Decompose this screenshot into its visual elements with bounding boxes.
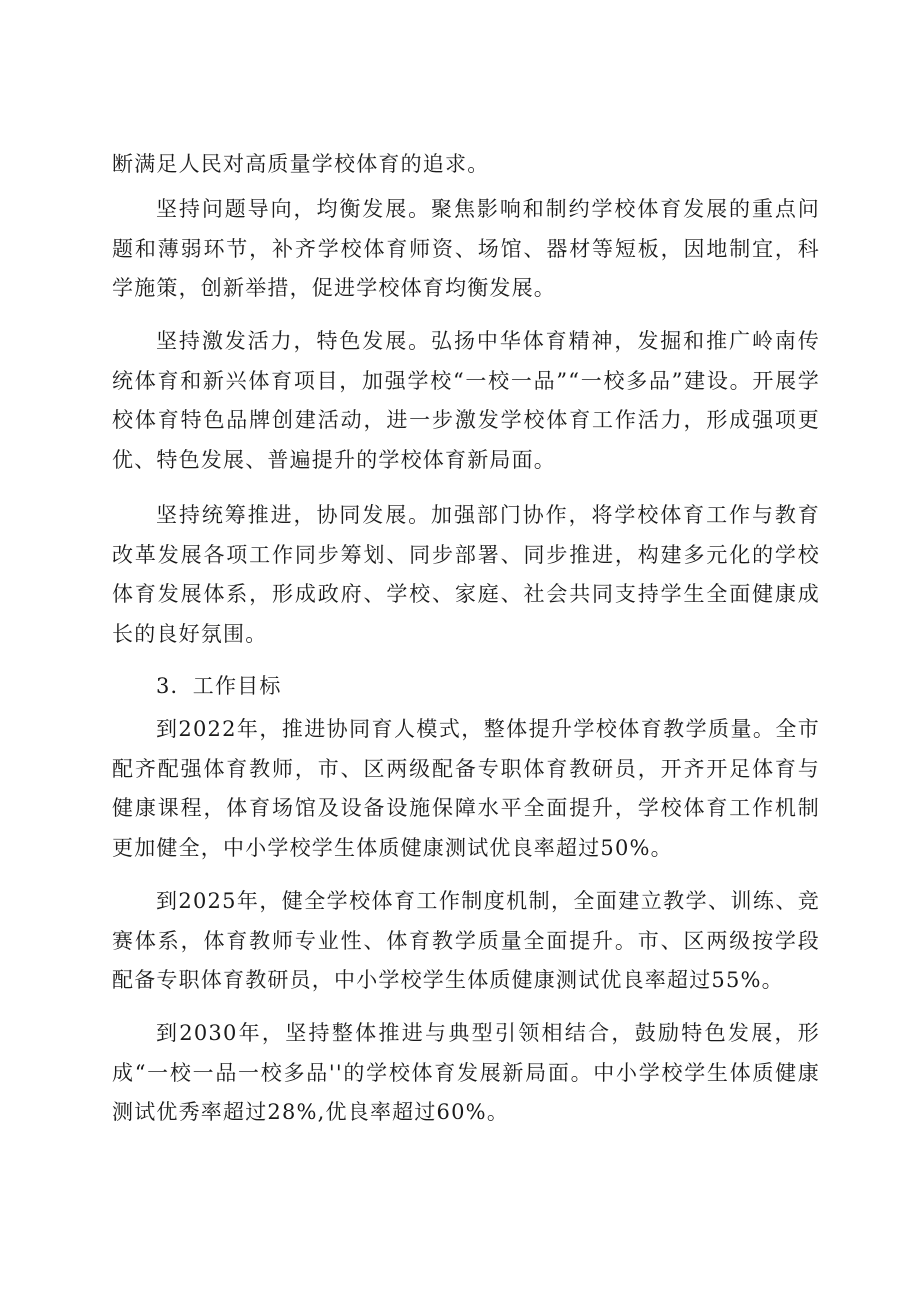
paragraph-coordinated-development: 坚持统筹推进，协同发展。加强部门协作，将学校体育工作与教育改革发展各项工作同步筹划、同步部署、同步推进，构建多元化的学校体育发展体系，形成政府、学校、家庭、社会共同支持学生全面健康成长的良好氛围。 — [112, 503, 820, 646]
paragraph-goal-2022: 到2022年，推进协同育人模式，整体提升学校体育教学质量。全市配齐配强体育教师，市、区两级配备专职体育教研员，开齐开足体育与健康课程，体育场馆及设备设施保障水平全面提升，学校体育工作机制更加健全，中小学校学生体质健康测试优良率超过50%。 — [112, 717, 820, 860]
section-heading-work-goals: 3．工作目标 — [156, 674, 282, 698]
paragraph-continuation: 断满足人民对高质量学校体育的追求。 — [112, 152, 490, 176]
paragraph-goal-2030: 到2030年，坚持整体推进与典型引领相结合，鼓励特色发展，形成“一校一品一校多品''的学校体育发展新局面。中小学校学生体质健康测试优秀率超过28%,优良率超过60%。 — [112, 1021, 820, 1124]
paragraph-characteristic-development: 坚持激发活力，特色发展。弘扬中华体育精神，发掘和推广岭南传统体育和新兴体育项目，加强学校“一校一品”“一校多品”建设。开展学校体育特色品牌创建活动，进一步激发学校体育工作活力，形成强项更优、特色发展、普遍提升的学校体育新局面。 — [112, 329, 820, 472]
paragraph-balanced-development: 坚持问题导向，均衡发展。聚焦影响和制约学校体育发展的重点问题和薄弱环节，补齐学校体育师资、场馆、器材等短板，因地制宜，科学施策，创新举措，促进学校体育均衡发展。 — [112, 197, 820, 300]
paragraph-goal-2025: 到2025年，健全学校体育工作制度机制，全面建立教学、训练、竞赛体系，体育教师专业性、体育教学质量全面提升。市、区两级按学段配备专职体育教研员，中小学校学生体质健康测试优良率超过55%。 — [112, 889, 820, 992]
